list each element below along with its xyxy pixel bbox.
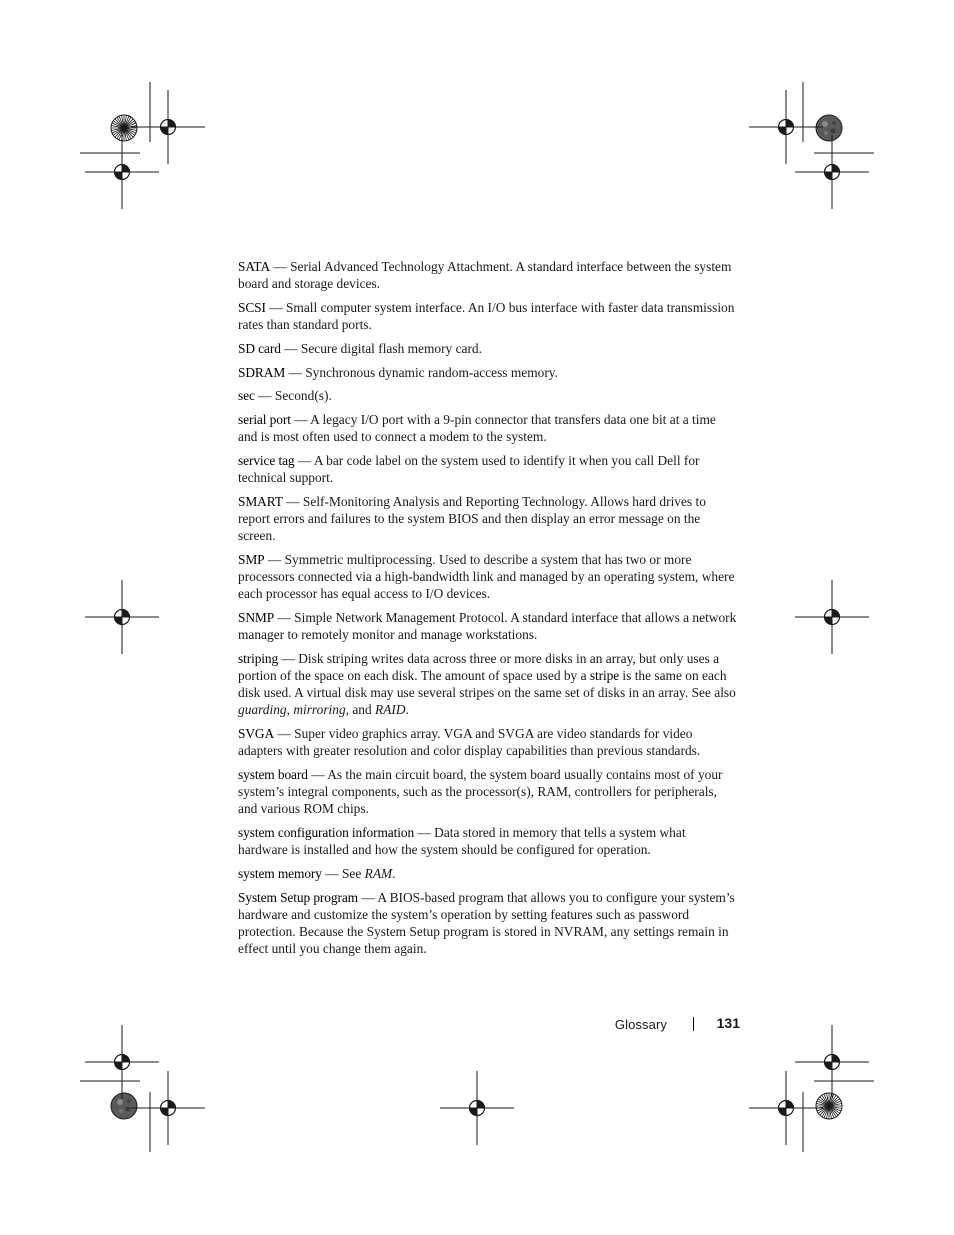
glossary-definition-text: — A bar code label on the system used to identify it when you call Dell for technical support. bbox=[238, 452, 700, 486]
glossary-definition-text: — Small computer system interface. An I/O bus interface with faster data transmission rates than standard ports. bbox=[238, 299, 735, 333]
glossary-entry bbox=[238, 889, 738, 958]
registration-crosshair-icon bbox=[749, 90, 823, 164]
cross-reference: RAID bbox=[375, 702, 406, 718]
glossary-term: SDRAM bbox=[238, 364, 286, 380]
glossary-entry bbox=[238, 258, 738, 292]
glossary-entry bbox=[238, 299, 738, 333]
glossary-entry bbox=[238, 551, 738, 603]
registration-crosshair-icon bbox=[795, 135, 869, 209]
page-number: 131 bbox=[716, 1015, 740, 1031]
glossary-term: system memory bbox=[238, 866, 322, 882]
glossary-term: SD card bbox=[238, 340, 281, 356]
registration-crosshair-icon bbox=[85, 135, 159, 209]
glossary-definition-text: — A legacy I/O port with a 9-pin connector that transfers data one bit at a time and is most often used to connect a modem to the system. bbox=[238, 411, 716, 445]
glossary-definition-text: is the same on each disk used. A virtual disk may use several stripes on the same set of disks in an array. See also bbox=[238, 668, 736, 701]
glossary-definition-text: — A BIOS-based program that allows you to configure your system’s hardware and customize the system’s operation by setting features such as password protection. Because the System Setup program is stored in NVRAM, any settings remain in effect until you change them again. bbox=[238, 889, 735, 957]
glossary-definition-text: . bbox=[405, 702, 409, 718]
starburst-target-icon bbox=[111, 115, 137, 141]
glossary-definition-text: — As the main circuit board, the system board usually contains most of your system’s integral components, such as the processor(s), RAM, controllers for peripherals, and various ROM chips. bbox=[238, 767, 723, 817]
registration-crosshair-icon bbox=[795, 1025, 869, 1099]
glossary-definition-text: — Disk striping writes data across three or more disks in an array, but only uses a portion of the space on each disk. The amount of space used by a bbox=[238, 650, 720, 684]
glossary-term: service tag bbox=[238, 452, 295, 468]
glossary-definition-text: — Simple Network Management Protocol. A standard interface that allows a network manager to remotely monitor and manage workstations. bbox=[238, 609, 737, 643]
glossary-entry bbox=[238, 364, 738, 381]
glossary-term: serial port bbox=[238, 411, 291, 427]
glossary-definition-text: — Self-Monitoring Analysis and Reporting Technology. Allows hard drives to report errors and failures to the system BIOS and then display an error message on the screen. bbox=[238, 493, 706, 544]
registration-crosshair-icon bbox=[85, 580, 159, 654]
glossary-term: SCSI bbox=[238, 299, 266, 315]
glossary-definition-text: — Secure digital flash memory card. bbox=[280, 340, 482, 356]
registration-crosshair-icon bbox=[440, 1071, 514, 1145]
glossary-entry bbox=[238, 824, 738, 858]
glossary-term: SATA bbox=[238, 259, 271, 274]
glossary-term: SMART bbox=[238, 493, 283, 509]
glossary-term: SVGA bbox=[238, 726, 275, 742]
registration-crosshair-icon bbox=[795, 580, 869, 654]
glossary-body bbox=[238, 258, 738, 964]
glossary-entry bbox=[238, 411, 738, 445]
glossary-definition-text: , and bbox=[345, 702, 376, 718]
glossary-entry bbox=[238, 766, 738, 818]
glossary-definition-text: — See bbox=[321, 866, 365, 882]
glossary-term: stripe bbox=[589, 668, 620, 684]
registration-crosshair-icon bbox=[749, 1071, 823, 1145]
glossary-definition-text: — Serial Advanced Technology Attachment. A standard interface between the system board and storage devices. bbox=[238, 259, 732, 292]
glossary-entry bbox=[238, 865, 738, 882]
glossary-entry bbox=[238, 452, 738, 486]
glossary-definition-text: — Data stored in memory that tells a system what hardware is installed and how the system should be configured for operation. bbox=[238, 825, 686, 858]
glossary-entry bbox=[238, 387, 738, 404]
halftone-circle-icon bbox=[816, 115, 842, 141]
footer-section-title: Glossary bbox=[614, 1017, 667, 1032]
glossary-definition-text: . bbox=[392, 866, 396, 882]
glossary-entry bbox=[238, 493, 738, 545]
glossary-term: system board bbox=[238, 767, 308, 783]
glossary-term: System Setup program bbox=[238, 889, 358, 905]
registration-crosshair-icon bbox=[131, 1071, 205, 1145]
starburst-target-icon bbox=[816, 1093, 842, 1119]
glossary-definition-text: — Synchronous dynamic random-access memory. bbox=[285, 364, 558, 380]
glossary-term: sec bbox=[238, 388, 255, 404]
glossary-term: SMP bbox=[238, 551, 265, 567]
glossary-entry bbox=[238, 725, 738, 759]
registration-crosshair-icon bbox=[131, 90, 205, 164]
glossary-term: system configuration information bbox=[238, 825, 415, 841]
glossary-definition-text: — Symmetric multiprocessing. Used to describe a system that has two or more processors connected via a high-bandwidth link and managed by an operating system, where each processor has equal access to I/O devices. bbox=[238, 551, 735, 602]
cross-reference: guarding bbox=[238, 702, 287, 718]
cross-reference: mirroring bbox=[293, 702, 346, 718]
glossary-definition-text: — Second(s). bbox=[254, 388, 332, 404]
glossary-term: SNMP bbox=[238, 609, 275, 625]
cross-reference: RAM bbox=[364, 866, 393, 882]
glossary-entry bbox=[238, 650, 738, 719]
glossary-entry bbox=[238, 340, 738, 357]
glossary-definition-text: — Super video graphics array. VGA and SVGA are video standards for video adapters with greater resolution and color display capabilities than previous standards. bbox=[238, 726, 701, 759]
halftone-circle-icon bbox=[111, 1093, 137, 1119]
glossary-definition-text: , bbox=[286, 702, 294, 718]
glossary-entry bbox=[238, 609, 738, 643]
page-footer bbox=[560, 1013, 740, 1037]
glossary-term: striping bbox=[238, 650, 279, 666]
footer-separator bbox=[693, 1017, 694, 1031]
registration-crosshair-icon bbox=[85, 1025, 159, 1099]
